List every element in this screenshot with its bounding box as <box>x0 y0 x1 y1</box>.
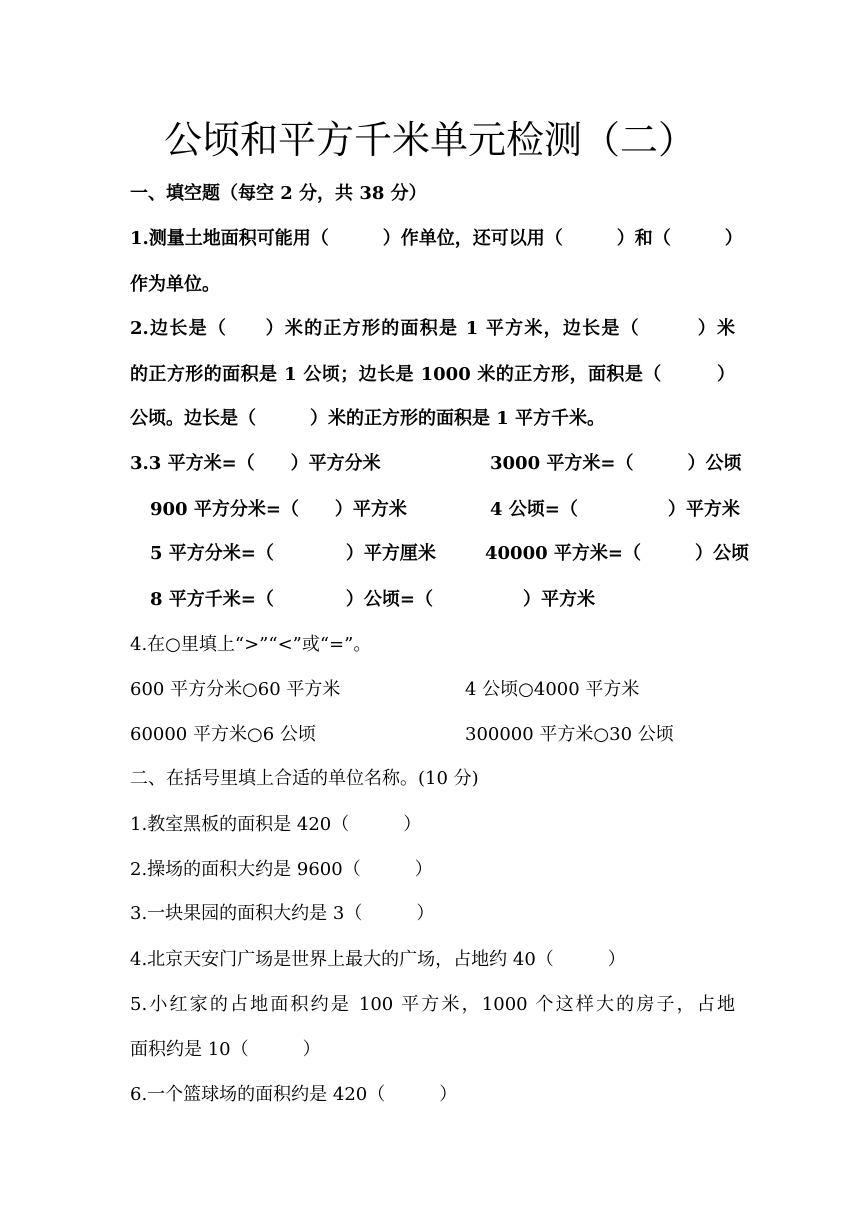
section-2-item: 3.一块果园的面积大约是 3（ ） <box>130 903 435 924</box>
question-4-row-1 <box>130 675 735 705</box>
question-3-row-1-right: 3000 平方米=（ ）公顷 <box>490 453 742 474</box>
question-4-row-2 <box>130 720 735 750</box>
question-3-row-2-right: 4 公顷=（ ）平方米 <box>490 499 740 520</box>
question-4-intro: 4.在○里填上“>”“<”或“=”。 <box>130 634 372 655</box>
question-3-row-4-text: 8 平方千米=（ ）公顷=（ ）平方米 <box>150 589 595 610</box>
section-2-item-continuation: 面积约是 10（ ） <box>130 1039 321 1060</box>
section-2-item: 4.北京天安门广场是世界上最大的广场，占地约 40（ ） <box>130 949 626 970</box>
section-1-heading: 一、填空题（每空 2 分，共 38 分） <box>130 183 427 204</box>
question-3-row-1 <box>130 449 742 479</box>
page-title: 公顷和平方千米单元检测（二） <box>163 118 696 162</box>
question-4-row-2-left: 60000 平方米○6 公顷 <box>130 724 316 745</box>
question-3-row-3-left: 5 平方分米=（ ）平方厘米 <box>150 543 436 564</box>
question-4-row-1-right: 4 公顷○4000 平方米 <box>465 679 640 700</box>
question-3-row-2 <box>130 495 740 525</box>
question-3-row-3 <box>130 539 749 569</box>
question-1-line-2: 作为单位。 <box>130 274 220 295</box>
question-4-row-2-right: 300000 平方米○30 公顷 <box>465 724 674 745</box>
section-2-item: 5.小红家的占地面积约是 100 平方米，1000 个这样大的房子，占地 <box>130 994 735 1015</box>
section-2-heading: 二、在括号里填上合适的单位名称。(10 分) <box>130 768 479 789</box>
question-3-row-4 <box>130 585 735 615</box>
question-3-row-1-left: 3.3 平方米=（ ）平方分米 <box>130 453 381 474</box>
section-2-item: 1.教室黑板的面积是 420（ ） <box>130 814 422 835</box>
question-2-line-2: 的正方形的面积是 1 公顷；边长是 1000 米的正方形，面积是（ ） <box>130 364 735 385</box>
question-2-line-1: 2.边长是（ ）米的正方形的面积是 1 平方米，边长是（ ）米 <box>130 318 735 339</box>
question-1-line-1: 1.测量土地面积可能用（ ）作单位，还可以用（ ）和（ ） <box>130 228 743 249</box>
question-3-row-3-right: 40000 平方米=（ ）公顷 <box>485 543 749 564</box>
question-4-row-1-left: 600 平方分米○60 平方米 <box>130 679 341 700</box>
question-3-row-2-left: 900 平方分米=（ ）平方米 <box>150 499 407 520</box>
question-2-line-3: 公顷。边长是（ ）米的正方形的面积是 1 平方千米。 <box>130 408 606 429</box>
section-2-item: 2.操场的面积大约是 9600（ ） <box>130 859 433 880</box>
section-2-item: 6.一个篮球场的面积约是 420（ ） <box>130 1084 458 1105</box>
